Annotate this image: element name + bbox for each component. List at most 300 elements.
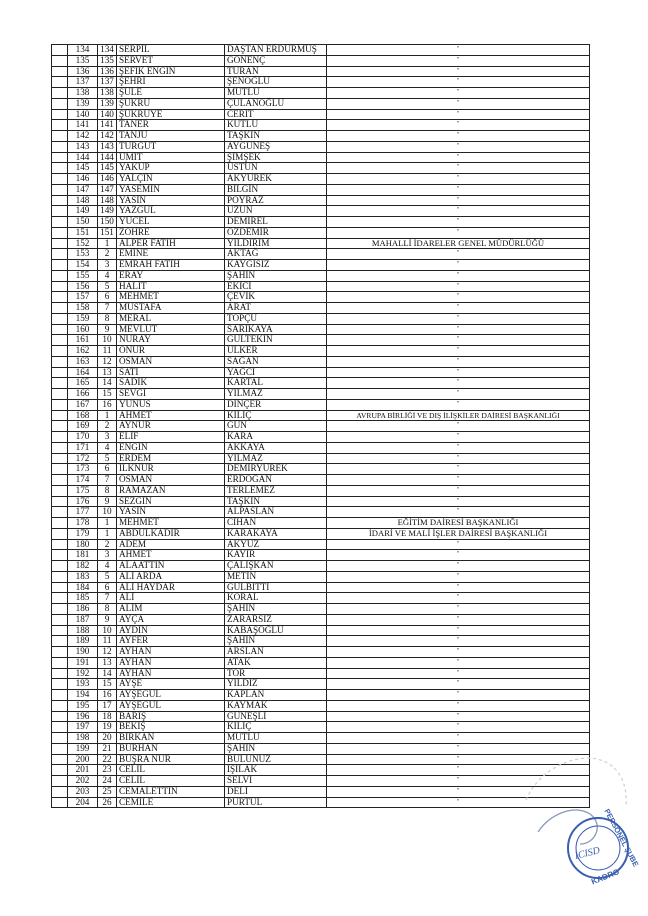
row-surname: ŞENOĞLU bbox=[225, 77, 327, 88]
row-sequence: 11 bbox=[98, 346, 117, 357]
row-number: 187 bbox=[68, 614, 98, 625]
row-margin-cell bbox=[52, 217, 68, 228]
row-number: 180 bbox=[68, 539, 98, 550]
row-first-name: BİRKAN bbox=[117, 733, 225, 744]
row-department: " bbox=[327, 754, 590, 765]
row-margin-cell bbox=[52, 765, 68, 776]
row-number: 201 bbox=[68, 765, 98, 776]
row-first-name: ŞÜKRÜ bbox=[117, 98, 225, 109]
row-number: 140 bbox=[68, 109, 98, 120]
row-first-name: YAKUP bbox=[117, 163, 225, 174]
row-surname: CERİT bbox=[225, 109, 327, 120]
row-first-name: YASİN bbox=[117, 195, 225, 206]
row-sequence: 9 bbox=[98, 496, 117, 507]
row-surname: YAĞCI bbox=[225, 367, 327, 378]
table-row bbox=[52, 690, 590, 701]
row-sequence: 6 bbox=[98, 464, 117, 475]
row-margin-cell bbox=[52, 421, 68, 432]
row-department: " bbox=[327, 66, 590, 77]
table-row bbox=[52, 539, 590, 550]
row-number: 170 bbox=[68, 432, 98, 443]
row-sequence: 25 bbox=[98, 786, 117, 797]
row-first-name: ŞEHRİ bbox=[117, 77, 225, 88]
row-department: " bbox=[327, 141, 590, 152]
row-number: 174 bbox=[68, 475, 98, 486]
row-margin-cell bbox=[52, 109, 68, 120]
row-margin-cell bbox=[52, 292, 68, 303]
row-first-name: BEKİŞ bbox=[117, 722, 225, 733]
row-number: 151 bbox=[68, 227, 98, 238]
row-first-name: EMRAH FATİH bbox=[117, 260, 225, 271]
row-sequence: 22 bbox=[98, 754, 117, 765]
row-first-name: AYŞE bbox=[117, 679, 225, 690]
row-number: 150 bbox=[68, 217, 98, 228]
row-surname: EKİCİ bbox=[225, 281, 327, 292]
row-margin-cell bbox=[52, 528, 68, 539]
table-row bbox=[52, 356, 590, 367]
table-row bbox=[52, 292, 590, 303]
row-margin-cell bbox=[52, 270, 68, 281]
row-sequence: 11 bbox=[98, 636, 117, 647]
row-sequence: 145 bbox=[98, 163, 117, 174]
table-row bbox=[52, 593, 590, 604]
personnel-table-body bbox=[52, 45, 590, 808]
row-department: İDARİ VE MALİ İŞLER DAİRESİ BAŞKANLIĞI bbox=[327, 528, 590, 539]
row-first-name: TURGUT bbox=[117, 141, 225, 152]
row-surname: KARAKAYA bbox=[225, 528, 327, 539]
row-sequence: 2 bbox=[98, 249, 117, 260]
row-surname: CİHAN bbox=[225, 518, 327, 529]
row-number: 173 bbox=[68, 464, 98, 475]
row-sequence: 3 bbox=[98, 432, 117, 443]
table-row bbox=[52, 324, 590, 335]
row-surname: DEMİREL bbox=[225, 217, 327, 228]
row-first-name: OSMAN bbox=[117, 475, 225, 486]
row-number: 172 bbox=[68, 453, 98, 464]
row-department: " bbox=[327, 582, 590, 593]
row-margin-cell bbox=[52, 335, 68, 346]
row-surname: ERDOĞAN bbox=[225, 475, 327, 486]
table-row bbox=[52, 453, 590, 464]
table-row bbox=[52, 464, 590, 475]
row-department: " bbox=[327, 475, 590, 486]
row-surname: ŞİMŞEK bbox=[225, 152, 327, 163]
row-margin-cell bbox=[52, 657, 68, 668]
row-margin-cell bbox=[52, 539, 68, 550]
row-margin-cell bbox=[52, 303, 68, 314]
table-row bbox=[52, 141, 590, 152]
row-department: " bbox=[327, 227, 590, 238]
row-first-name: BARIŞ bbox=[117, 711, 225, 722]
row-number: 184 bbox=[68, 582, 98, 593]
row-number: 134 bbox=[68, 45, 98, 56]
table-row bbox=[52, 582, 590, 593]
row-number: 169 bbox=[68, 421, 98, 432]
row-sequence: 24 bbox=[98, 776, 117, 787]
row-first-name: AYDIN bbox=[117, 625, 225, 636]
personnel-list-sheet bbox=[51, 44, 589, 808]
row-department: " bbox=[327, 786, 590, 797]
row-surname: POYRAZ bbox=[225, 195, 327, 206]
row-sequence: 20 bbox=[98, 733, 117, 744]
row-margin-cell bbox=[52, 98, 68, 109]
row-department: " bbox=[327, 206, 590, 217]
row-margin-cell bbox=[52, 647, 68, 658]
row-sequence: 137 bbox=[98, 77, 117, 88]
row-department: " bbox=[327, 733, 590, 744]
row-first-name: AYHAN bbox=[117, 668, 225, 679]
row-first-name: YAZGÜL bbox=[117, 206, 225, 217]
stamp-mark: ICISD bbox=[573, 845, 602, 863]
row-surname: GÜNEŞLİ bbox=[225, 711, 327, 722]
row-first-name: SADIK bbox=[117, 378, 225, 389]
row-sequence: 2 bbox=[98, 539, 117, 550]
row-department: " bbox=[327, 765, 590, 776]
row-number: 160 bbox=[68, 324, 98, 335]
row-surname: ÇEVİK bbox=[225, 292, 327, 303]
row-surname: ÜLKER bbox=[225, 346, 327, 357]
row-department: " bbox=[327, 604, 590, 615]
row-surname: MUTLU bbox=[225, 733, 327, 744]
row-department: " bbox=[327, 131, 590, 142]
row-number: 149 bbox=[68, 206, 98, 217]
table-row bbox=[52, 442, 590, 453]
row-sequence: 151 bbox=[98, 227, 117, 238]
row-surname: ŞAHİN bbox=[225, 743, 327, 754]
row-department: " bbox=[327, 690, 590, 701]
row-margin-cell bbox=[52, 432, 68, 443]
row-sequence: 3 bbox=[98, 550, 117, 561]
row-margin-cell bbox=[52, 399, 68, 410]
row-sequence: 18 bbox=[98, 711, 117, 722]
row-department: " bbox=[327, 88, 590, 99]
row-sequence: 5 bbox=[98, 281, 117, 292]
row-department: AVRUPA BİRLİĞİ VE DIŞ İLİŞKİLER DAİRESİ BAŞKANLIĞI bbox=[327, 410, 590, 421]
row-margin-cell bbox=[52, 711, 68, 722]
row-department: MAHALLİ İDARELER GENEL MÜDÜRLÜĞÜ bbox=[327, 238, 590, 249]
row-number: 152 bbox=[68, 238, 98, 249]
row-department: " bbox=[327, 281, 590, 292]
row-first-name: AHMET bbox=[117, 550, 225, 561]
table-row bbox=[52, 410, 590, 421]
row-first-name: YÜCEL bbox=[117, 217, 225, 228]
table-row bbox=[52, 131, 590, 142]
row-sequence: 138 bbox=[98, 88, 117, 99]
table-row bbox=[52, 217, 590, 228]
row-department: " bbox=[327, 700, 590, 711]
row-margin-cell bbox=[52, 281, 68, 292]
row-margin-cell bbox=[52, 141, 68, 152]
row-first-name: YUNUS bbox=[117, 399, 225, 410]
table-row bbox=[52, 98, 590, 109]
row-department: " bbox=[327, 55, 590, 66]
row-number: 157 bbox=[68, 292, 98, 303]
row-number: 167 bbox=[68, 399, 98, 410]
row-number: 153 bbox=[68, 249, 98, 260]
row-department: " bbox=[327, 120, 590, 131]
stamp-circle bbox=[568, 807, 640, 886]
row-department: " bbox=[327, 776, 590, 787]
table-row bbox=[52, 571, 590, 582]
row-surname: YILDIRIM bbox=[225, 238, 327, 249]
row-first-name: ERAY bbox=[117, 270, 225, 281]
row-department: " bbox=[327, 679, 590, 690]
row-sequence: 16 bbox=[98, 399, 117, 410]
row-surname: TOR bbox=[225, 668, 327, 679]
row-department: " bbox=[327, 184, 590, 195]
row-margin-cell bbox=[52, 561, 68, 572]
row-department: " bbox=[327, 743, 590, 754]
row-department: " bbox=[327, 668, 590, 679]
row-first-name: TANER bbox=[117, 120, 225, 131]
row-surname: KARTAL bbox=[225, 378, 327, 389]
row-number: 181 bbox=[68, 550, 98, 561]
row-sequence: 10 bbox=[98, 625, 117, 636]
row-sequence: 135 bbox=[98, 55, 117, 66]
row-number: 188 bbox=[68, 625, 98, 636]
row-surname: ŞAHİN bbox=[225, 636, 327, 647]
row-department: " bbox=[327, 625, 590, 636]
row-margin-cell bbox=[52, 636, 68, 647]
row-sequence: 6 bbox=[98, 582, 117, 593]
row-surname: DAŞTAN ERDURMUŞ bbox=[225, 45, 327, 56]
row-number: 192 bbox=[68, 668, 98, 679]
row-surname: KAYIR bbox=[225, 550, 327, 561]
table-row bbox=[52, 249, 590, 260]
row-first-name: ABDULKADİR bbox=[117, 528, 225, 539]
row-department: " bbox=[327, 507, 590, 518]
row-first-name: NURAY bbox=[117, 335, 225, 346]
table-row bbox=[52, 614, 590, 625]
table-row bbox=[52, 625, 590, 636]
row-first-name: ÜMİT bbox=[117, 152, 225, 163]
row-first-name: CEMALETTİN bbox=[117, 786, 225, 797]
row-sequence: 140 bbox=[98, 109, 117, 120]
row-department: " bbox=[327, 593, 590, 604]
row-sequence: 3 bbox=[98, 260, 117, 271]
row-sequence: 14 bbox=[98, 668, 117, 679]
row-sequence: 4 bbox=[98, 270, 117, 281]
row-number: 162 bbox=[68, 346, 98, 357]
row-surname: ÇULANOĞLU bbox=[225, 98, 327, 109]
row-surname: METİN bbox=[225, 571, 327, 582]
row-number: 197 bbox=[68, 722, 98, 733]
row-sequence: 6 bbox=[98, 292, 117, 303]
row-first-name: SEZGİN bbox=[117, 496, 225, 507]
row-department: EĞİTİM DAİRESİ BAŞKANLIĞI bbox=[327, 518, 590, 529]
row-number: 182 bbox=[68, 561, 98, 572]
row-number: 168 bbox=[68, 410, 98, 421]
row-sequence: 4 bbox=[98, 442, 117, 453]
row-department: " bbox=[327, 313, 590, 324]
row-surname: TERLEMEZ bbox=[225, 485, 327, 496]
row-sequence: 19 bbox=[98, 722, 117, 733]
row-margin-cell bbox=[52, 507, 68, 518]
row-number: 159 bbox=[68, 313, 98, 324]
row-number: 186 bbox=[68, 604, 98, 615]
row-number: 147 bbox=[68, 184, 98, 195]
row-margin-cell bbox=[52, 582, 68, 593]
row-department: " bbox=[327, 453, 590, 464]
table-row bbox=[52, 797, 590, 808]
row-first-name: OSMAN bbox=[117, 356, 225, 367]
row-department: " bbox=[327, 303, 590, 314]
row-sequence: 5 bbox=[98, 453, 117, 464]
row-margin-cell bbox=[52, 571, 68, 582]
row-number: 155 bbox=[68, 270, 98, 281]
row-number: 191 bbox=[68, 657, 98, 668]
row-margin-cell bbox=[52, 690, 68, 701]
row-first-name: YASİN bbox=[117, 507, 225, 518]
table-row bbox=[52, 507, 590, 518]
row-department: " bbox=[327, 496, 590, 507]
row-number: 200 bbox=[68, 754, 98, 765]
row-sequence: 7 bbox=[98, 475, 117, 486]
row-department: " bbox=[327, 711, 590, 722]
table-row bbox=[52, 754, 590, 765]
row-margin-cell bbox=[52, 55, 68, 66]
row-number: 142 bbox=[68, 131, 98, 142]
table-row bbox=[52, 776, 590, 787]
row-first-name: AYHAN bbox=[117, 647, 225, 658]
table-row bbox=[52, 743, 590, 754]
row-surname: KAPLAN bbox=[225, 690, 327, 701]
row-department: " bbox=[327, 571, 590, 582]
row-first-name: ALPER FATİH bbox=[117, 238, 225, 249]
row-department: " bbox=[327, 647, 590, 658]
table-row bbox=[52, 206, 590, 217]
row-number: 136 bbox=[68, 66, 98, 77]
row-number: 143 bbox=[68, 141, 98, 152]
table-row bbox=[52, 109, 590, 120]
row-first-name: YALÇIN bbox=[117, 174, 225, 185]
table-row bbox=[52, 378, 590, 389]
row-margin-cell bbox=[52, 174, 68, 185]
row-margin-cell bbox=[52, 206, 68, 217]
row-number: 141 bbox=[68, 120, 98, 131]
row-sequence: 15 bbox=[98, 679, 117, 690]
row-department: " bbox=[327, 432, 590, 443]
row-first-name: YASEMİN bbox=[117, 184, 225, 195]
row-first-name: RAMAZAN bbox=[117, 485, 225, 496]
row-sequence: 149 bbox=[98, 206, 117, 217]
row-number: 163 bbox=[68, 356, 98, 367]
row-department: " bbox=[327, 152, 590, 163]
row-sequence: 12 bbox=[98, 647, 117, 658]
table-row bbox=[52, 496, 590, 507]
row-sequence: 139 bbox=[98, 98, 117, 109]
row-first-name: ZÖHRE bbox=[117, 227, 225, 238]
row-department: " bbox=[327, 346, 590, 357]
row-margin-cell bbox=[52, 378, 68, 389]
row-surname: ŞAHİN bbox=[225, 270, 327, 281]
row-first-name: ERDEM bbox=[117, 453, 225, 464]
row-department: " bbox=[327, 399, 590, 410]
row-first-name: SERVET bbox=[117, 55, 225, 66]
row-number: 204 bbox=[68, 797, 98, 808]
row-sequence: 23 bbox=[98, 765, 117, 776]
row-first-name: İLKNUR bbox=[117, 464, 225, 475]
table-row bbox=[52, 260, 590, 271]
row-department: " bbox=[327, 217, 590, 228]
table-row bbox=[52, 765, 590, 776]
row-surname: TOPÇU bbox=[225, 313, 327, 324]
row-first-name: CELİL bbox=[117, 776, 225, 787]
row-margin-cell bbox=[52, 776, 68, 787]
row-surname: AKYÜZ bbox=[225, 539, 327, 550]
row-first-name: ALİ ARDA bbox=[117, 571, 225, 582]
row-surname: SAĞAN bbox=[225, 356, 327, 367]
row-margin-cell bbox=[52, 88, 68, 99]
row-margin-cell bbox=[52, 77, 68, 88]
row-first-name: BURHAN bbox=[117, 743, 225, 754]
row-surname: DİNÇER bbox=[225, 399, 327, 410]
personnel-office-stamp bbox=[520, 740, 641, 888]
row-margin-cell bbox=[52, 249, 68, 260]
row-margin-cell bbox=[52, 324, 68, 335]
table-row bbox=[52, 45, 590, 56]
row-number: 202 bbox=[68, 776, 98, 787]
row-first-name: ŞULE bbox=[117, 88, 225, 99]
row-first-name: ADEM bbox=[117, 539, 225, 550]
row-first-name: AYŞEGÜL bbox=[117, 690, 225, 701]
row-first-name: TANJU bbox=[117, 131, 225, 142]
table-row bbox=[52, 550, 590, 561]
row-surname: KORAL bbox=[225, 593, 327, 604]
row-surname: GÖNENÇ bbox=[225, 55, 327, 66]
row-surname: ŞAHİN bbox=[225, 604, 327, 615]
table-row bbox=[52, 152, 590, 163]
row-sequence: 13 bbox=[98, 657, 117, 668]
row-first-name: ENGİN bbox=[117, 442, 225, 453]
row-first-name: AYHAN bbox=[117, 657, 225, 668]
table-row bbox=[52, 88, 590, 99]
row-first-name: MEHMET bbox=[117, 292, 225, 303]
row-margin-cell bbox=[52, 131, 68, 142]
row-surname: ÜSTÜN bbox=[225, 163, 327, 174]
table-row bbox=[52, 120, 590, 131]
row-margin-cell bbox=[52, 614, 68, 625]
table-row bbox=[52, 475, 590, 486]
row-number: 179 bbox=[68, 528, 98, 539]
personnel-table bbox=[51, 44, 590, 808]
table-row bbox=[52, 604, 590, 615]
row-margin-cell bbox=[52, 163, 68, 174]
row-department: " bbox=[327, 797, 590, 808]
table-row bbox=[52, 679, 590, 690]
row-sequence: 146 bbox=[98, 174, 117, 185]
row-surname: KILIÇ bbox=[225, 722, 327, 733]
row-margin-cell bbox=[52, 475, 68, 486]
row-department: " bbox=[327, 464, 590, 475]
row-surname: KABAŞOĞLU bbox=[225, 625, 327, 636]
row-margin-cell bbox=[52, 45, 68, 56]
row-first-name: ONUR bbox=[117, 346, 225, 357]
row-number: 166 bbox=[68, 389, 98, 400]
row-margin-cell bbox=[52, 786, 68, 797]
row-department: " bbox=[327, 657, 590, 668]
row-number: 196 bbox=[68, 711, 98, 722]
table-row bbox=[52, 335, 590, 346]
row-first-name: CEMİLE bbox=[117, 797, 225, 808]
row-margin-cell bbox=[52, 550, 68, 561]
row-sequence: 12 bbox=[98, 356, 117, 367]
table-row bbox=[52, 313, 590, 324]
row-first-name: CELİL bbox=[117, 765, 225, 776]
row-number: 176 bbox=[68, 496, 98, 507]
row-surname: AKTAĞ bbox=[225, 249, 327, 260]
row-surname: TURAN bbox=[225, 66, 327, 77]
